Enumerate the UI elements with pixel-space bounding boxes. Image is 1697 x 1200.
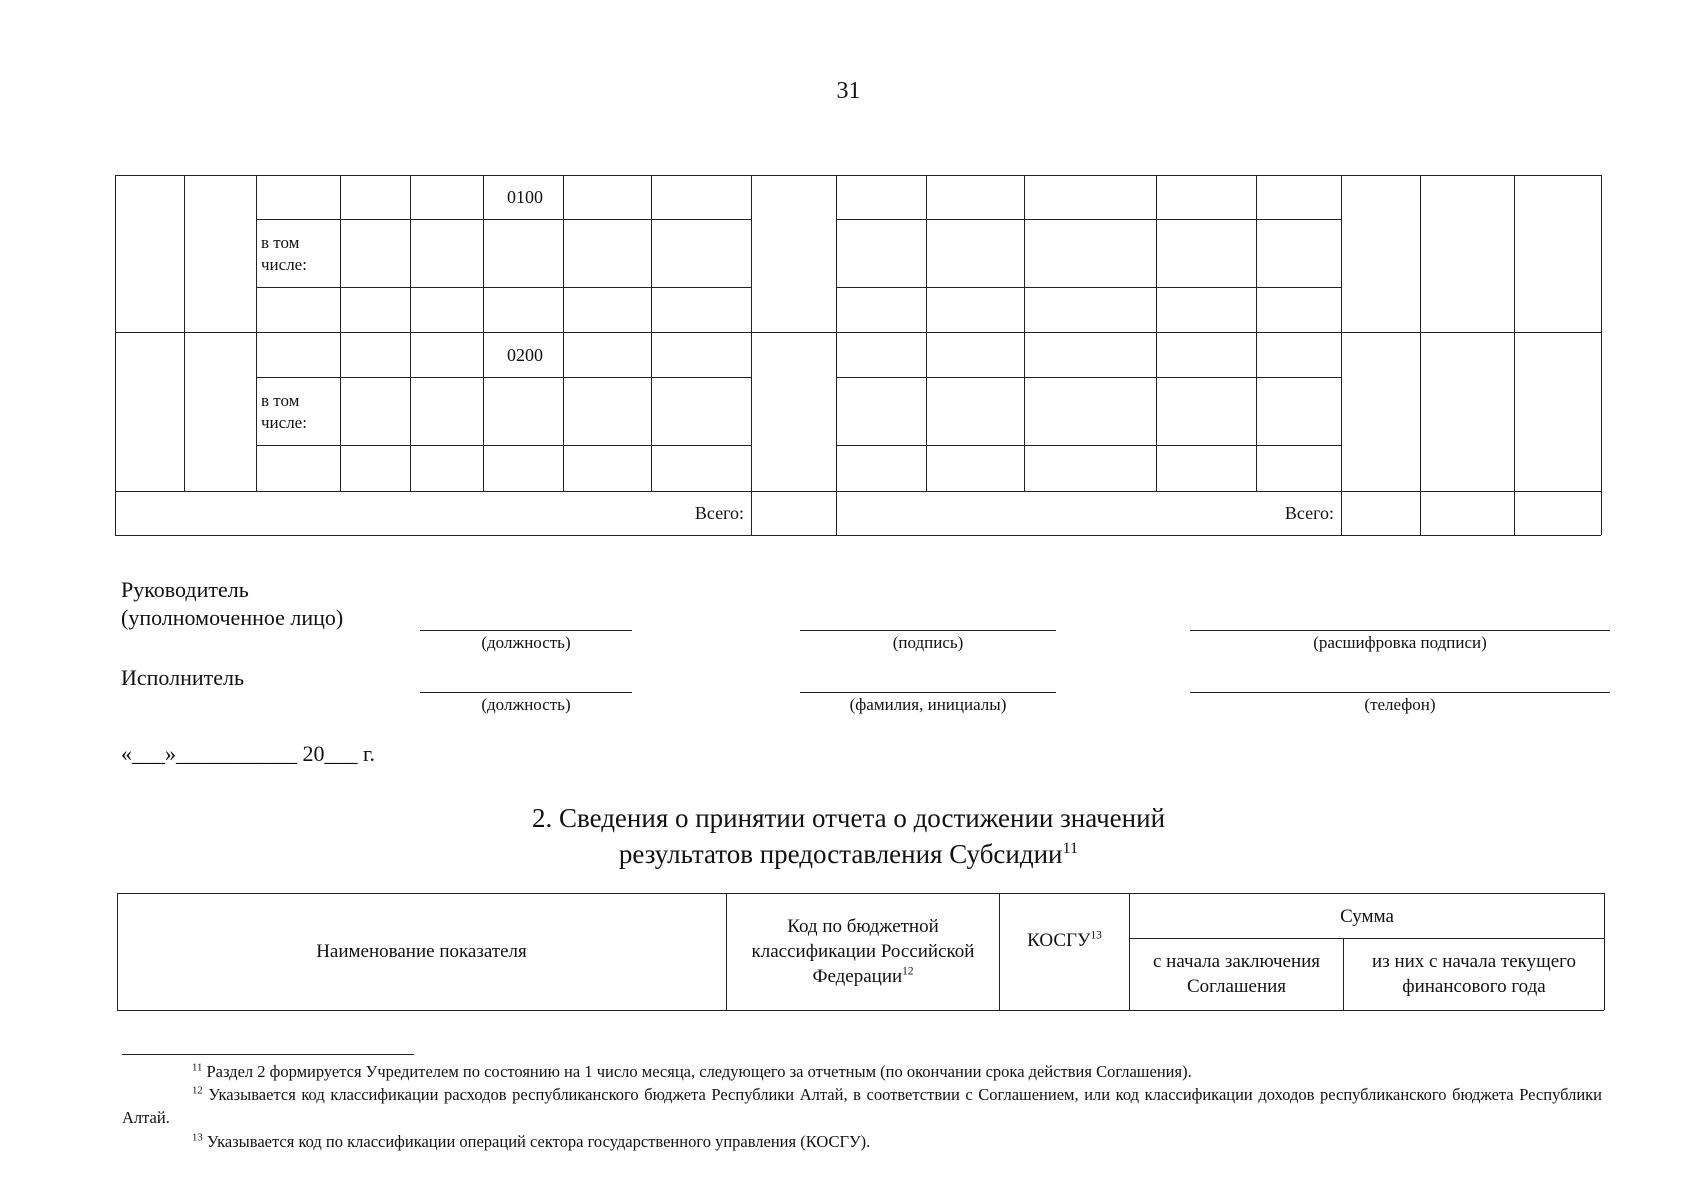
table-border-bottom [115, 535, 1601, 536]
grid-line [1024, 175, 1025, 491]
footnote-11 [122, 1060, 1602, 1083]
footnote-separator [122, 1054, 414, 1055]
grid-line [184, 175, 185, 491]
grid-line [836, 175, 837, 535]
total-label-right: Всего: [1284, 503, 1334, 523]
grid-line [256, 219, 751, 220]
budget-code-header-text [738, 914, 988, 989]
grid-line [926, 175, 927, 491]
total-label-left: Всего: [694, 503, 744, 523]
table-border-right [1601, 175, 1602, 535]
executor-label: Исполнитель [121, 665, 245, 690]
phone-caption: (телефон) [1364, 695, 1436, 714]
grid-line [651, 175, 652, 491]
date-line: «___»___________ 20___ г. [121, 741, 376, 766]
kosgu-header-label: КОСГУ [1027, 930, 1091, 951]
grid-line [1341, 175, 1342, 535]
position-caption: (должность) [481, 633, 571, 652]
name-line [800, 692, 1056, 693]
budget-code-header-label: Код по бюджетной классификации Российской Федерации [751, 916, 975, 987]
footnote-ref-11: 11 [1062, 839, 1079, 857]
section-title-text: результатов предоставления Субсидии [618, 839, 1063, 869]
grid-line [1156, 175, 1157, 491]
grid-line [1343, 938, 1344, 1010]
footnote-mark: 13 [192, 1131, 203, 1144]
head-label: Руководитель (уполномоченное лицо) [121, 577, 344, 630]
column-header-sum-from-agreement: с начала заключения Соглашения [1152, 951, 1321, 997]
name-caption: (фамилия, инициалы) [849, 695, 1007, 714]
grid-line [563, 175, 564, 491]
kosgu-header-text [1027, 928, 1102, 953]
signature-caption: (подпись) [892, 633, 964, 652]
page-number: 31 [836, 78, 861, 104]
table-total-row-top [115, 491, 1601, 492]
section-title-line1: 2. Сведения о принятии отчета о достижении значений [531, 803, 1166, 833]
grid-line [256, 287, 751, 288]
column-header-budget-code [728, 894, 998, 1009]
grid-line [836, 377, 1341, 378]
signature-decoding-caption: (расшифровка подписи) [1313, 633, 1487, 652]
budget-code-cell: 0100 [507, 187, 543, 207]
grid-line [1420, 175, 1421, 535]
grid-line [1514, 175, 1515, 535]
grid-line [836, 287, 1341, 288]
column-header-indicator-name: Наименование показателя [316, 941, 527, 962]
column-header-sum: Сумма [1340, 905, 1394, 927]
footnote-12 [122, 1083, 1602, 1129]
position-line [420, 630, 632, 631]
grid-line [999, 893, 1000, 1010]
position-caption: (должность) [481, 695, 571, 714]
footnote-mark: 11 [192, 1061, 203, 1074]
position-line [420, 692, 632, 693]
column-header-kosgu [1001, 894, 1128, 1009]
signature-line [800, 630, 1056, 631]
table-row-divider [115, 332, 1601, 333]
grid-line [483, 175, 484, 491]
grid-line [751, 175, 752, 535]
section-title [0, 800, 1697, 872]
grid-line [836, 219, 1341, 220]
footnote-text: Указывается код классификации расходов республиканского бюджета Республики Алтай, в соответствии с Соглашением, или код классификации доходов республиканского бюджета Республики Алтай. [122, 1085, 1602, 1127]
grid-line [256, 175, 257, 491]
table-border-right [1604, 893, 1605, 1010]
section-title-line2 [0, 836, 1697, 872]
table-border-bottom [117, 1010, 1604, 1011]
including-label: в том числе: [261, 391, 307, 432]
grid-line [256, 377, 751, 378]
footnote-ref-13: 13 [1090, 929, 1102, 942]
budget-code-cell: 0200 [507, 345, 543, 365]
signature-decoding-line [1190, 630, 1610, 631]
table-border-left [115, 175, 116, 535]
grid-line [1129, 893, 1130, 1010]
footnote-ref-12: 12 [902, 965, 914, 978]
phone-line [1190, 692, 1610, 693]
footnote-text: Раздел 2 формируется Учредителем по состоянию на 1 число месяца, следующего за отчетным (по окончании срока действия Соглашения). [206, 1062, 1192, 1081]
grid-line [410, 175, 411, 491]
grid-line [1256, 175, 1257, 491]
grid-line [340, 175, 341, 491]
footnote-mark: 12 [192, 1084, 203, 1097]
table-border-top [115, 175, 1601, 176]
grid-line [726, 893, 727, 1010]
grid-line [836, 445, 1341, 446]
including-label: в том числе: [261, 233, 307, 274]
footnote-13 [122, 1130, 1602, 1153]
footnote-text: Указывается код по классификации операций сектора государственного управления (КОСГУ). [206, 1132, 871, 1151]
grid-line [256, 445, 751, 446]
column-header-sum-from-year: из них с начала текущего финансового года [1372, 951, 1576, 997]
